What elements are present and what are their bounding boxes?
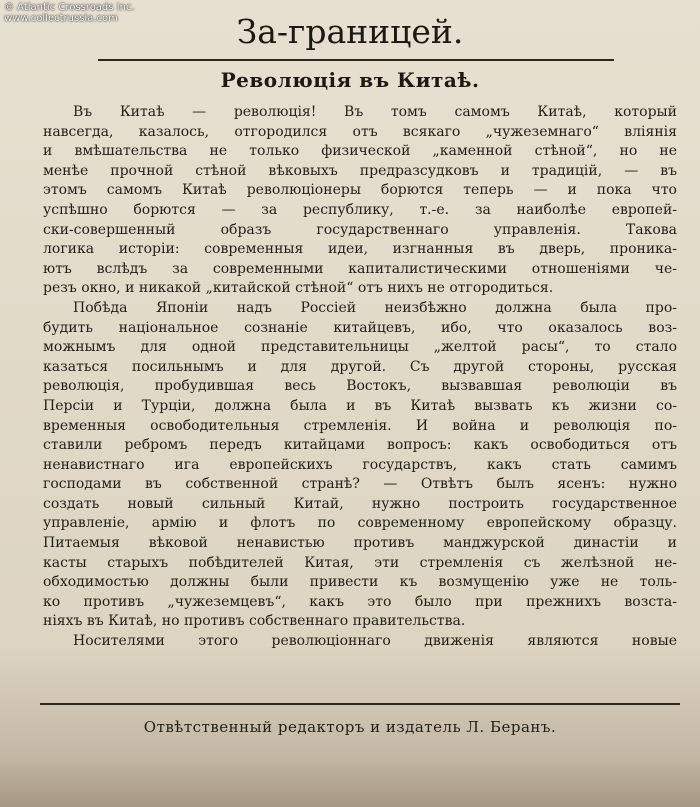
text-line: создать новый сильный Китай, нужно построить государственное	[43, 495, 677, 512]
paper-edge-shadow	[0, 760, 700, 807]
editor-credit: Отвѣтственный редакторъ и издатель Л. Беранъ.	[143, 718, 557, 736]
text-line: ставили ребромъ передъ китайцами вопросъ: какъ освободиться отъ	[43, 437, 677, 454]
text-line: ненавистнаго ига европейскихъ государствъ, какъ стать самимъ	[43, 456, 677, 473]
text-line: можнымъ для одной представительницы „желтой расы“, то стало	[43, 339, 677, 356]
text-line: ютъ вслѣдъ за современными капиталистическими отношеніями че-	[43, 260, 677, 277]
text-line: Въ Китаѣ — революція! Въ томъ самомъ Китаѣ, который	[73, 104, 677, 120]
text-line: успѣшно борются — за республику, т.-е. за наиболѣе европей-	[43, 201, 677, 218]
text-line: будить національное сознаніе китайцевъ, ибо, что оказалось воз-	[43, 319, 677, 336]
text-line: Персіи и Турціи, должна была и въ Китаѣ вызвать къ жизни со-	[43, 397, 677, 414]
text-line: казаться посильнымъ и для другой. Съ другой стороны, русская	[43, 358, 677, 375]
text-line: и вмѣшательства не только физической „каменной стѣной“, но не	[43, 143, 677, 160]
text-line: временныя освободительныя стремленія. И война и революція по-	[43, 417, 677, 434]
article-body	[43, 103, 677, 652]
text-line: обходимостью должны были привести къ возмущенію уже не толь-	[43, 574, 677, 591]
text-line: господами въ собственной странѣ? — Отвѣтъ былъ ясенъ: нужно	[43, 476, 677, 493]
section-title: За-границей.	[236, 12, 464, 51]
footer-divider	[40, 703, 680, 705]
watermark-copyright: © Atlantic Crossroads Inc.	[4, 2, 135, 13]
text-line: этомъ самомъ Китаѣ революціонеры борются теперь — и пока что	[43, 182, 677, 199]
text-line: Побѣда Японіи надъ Россіей неизбѣжно должна была про-	[73, 299, 677, 316]
text-line: Питаемыя вѣковой ненавистью противъ манджурской династіи и	[43, 535, 677, 552]
watermark-url: www.collectrussia.com	[4, 13, 118, 24]
text-line: управленіе, армію и флотъ по современному европейскому образцу.	[43, 515, 677, 532]
text-line: Носителями этого революціоннаго движенія являются новые	[73, 633, 677, 650]
text-line: касты старыхъ побѣдителей Китая, эти стремленія съ желѣзной не-	[43, 554, 677, 571]
article-title: Революція въ Китаѣ.	[220, 68, 480, 92]
text-line: менѣе прочной стѣной вѣковыхъ предразсудковъ и традицій, — въ	[43, 162, 677, 179]
text-line: ко противъ „чужеземцевъ“, какъ это было при прежнихъ возста-	[43, 593, 677, 610]
text-line: ски-совершенный образъ государственнаго управленія. Такова	[43, 221, 677, 238]
text-line: навсегда, казалось, отгородился отъ всякаго „чужеземнаго“ вліянія	[43, 123, 677, 140]
text-line: ніяхъ въ Китаѣ, но противъ собственнаго правительства.	[43, 613, 466, 630]
text-line: резъ окно, и никакой „китайской стѣной“ отъ нихъ не отгородиться.	[43, 280, 554, 297]
text-line: революція, пробудившая весь Востокъ, вызвавшая революціи въ	[43, 378, 677, 395]
text-line: логика исторіи: современныя идеи, изгнанныя въ дверь, проника-	[43, 241, 677, 258]
title-divider	[98, 59, 614, 61]
